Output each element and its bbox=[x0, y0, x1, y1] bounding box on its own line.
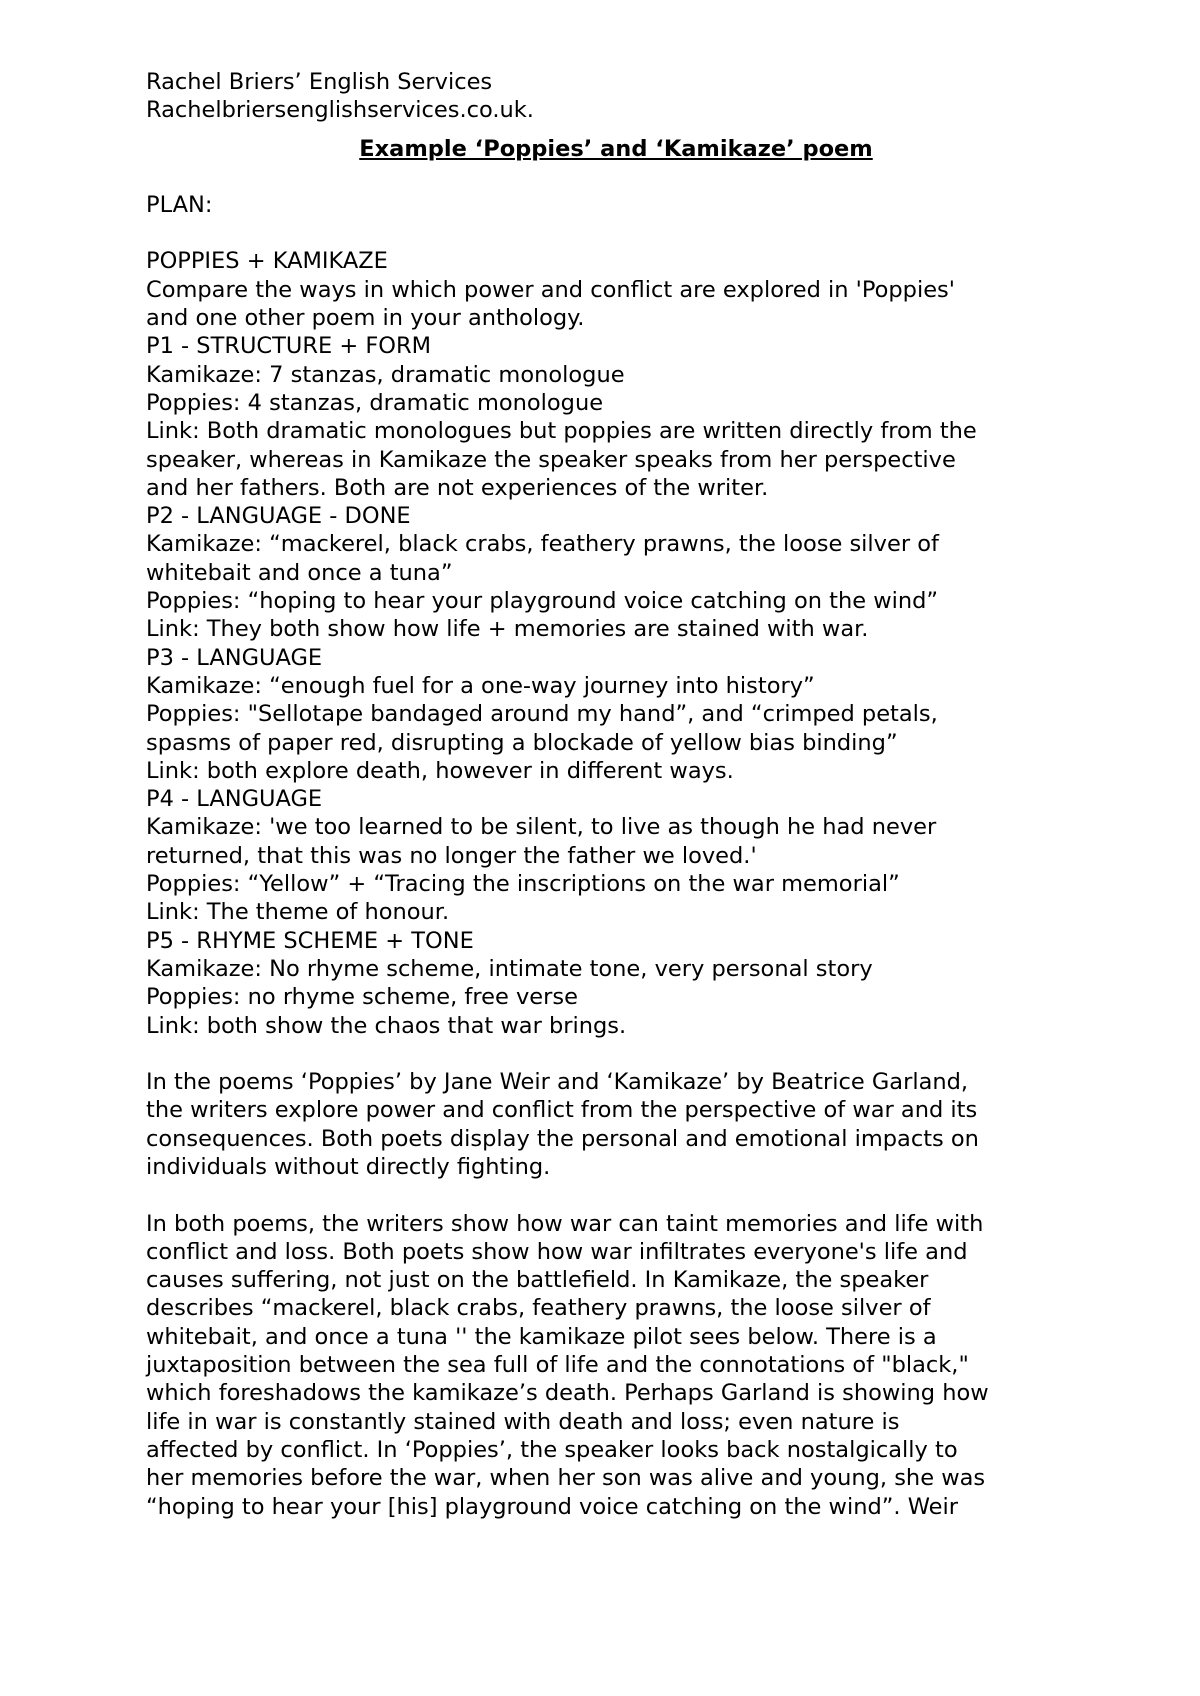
plan-line: and her fathers. Both are not experiences of the writer. bbox=[146, 474, 769, 501]
plan-line: P2 - LANGUAGE - DONE bbox=[146, 503, 411, 530]
plan-line: Poppies: 4 stanzas, dramatic monologue bbox=[146, 389, 604, 416]
website-address: Rachelbriersenglishservices.co.uk. bbox=[146, 97, 534, 124]
paragraph-line: causes suffering, not just on the battlefield. In Kamikaze, the speaker bbox=[146, 1267, 929, 1294]
document-title: Example ‘Poppies’ and ‘Kamikaze’ poem bbox=[359, 135, 873, 162]
paragraph-line: her memories before the war, when her son was alive and young, she was bbox=[146, 1465, 986, 1492]
document-page bbox=[146, 68, 1086, 1521]
plan-line: Link: both explore death, however in different ways. bbox=[146, 757, 734, 784]
plan-section bbox=[146, 247, 1086, 1039]
spacer bbox=[146, 1040, 1086, 1068]
plan-line: speaker, whereas in Kamikaze the speaker speaks from her perspective bbox=[146, 446, 956, 473]
plan-line: P5 - RHYME SCHEME + TONE bbox=[146, 927, 474, 954]
plan-line: and one other poem in your anthology. bbox=[146, 305, 585, 332]
plan-line: P1 - STRUCTURE + FORM bbox=[146, 333, 432, 360]
plan-line: Link: The theme of honour. bbox=[146, 899, 450, 926]
plan-line: Kamikaze: No rhyme scheme, intimate tone, very personal story bbox=[146, 955, 873, 982]
plan-line: Poppies: no rhyme scheme, free verse bbox=[146, 984, 578, 1011]
company-name: Rachel Briers’ English Services bbox=[146, 69, 493, 95]
spacer bbox=[146, 1181, 1086, 1209]
plan-line: P3 - LANGUAGE bbox=[146, 644, 323, 671]
plan-line: Link: They both show how life + memories are stained with war. bbox=[146, 616, 869, 643]
paragraph-line: In both poems, the writers show how war can taint memories and life with bbox=[146, 1210, 984, 1237]
paragraph-line: describes “mackerel, black crabs, feathery prawns, the loose silver of bbox=[146, 1295, 931, 1322]
paragraph-line: “hoping to hear your [his] playground voice catching on the wind”. Weir bbox=[146, 1493, 958, 1520]
paragraph-line: which foreshadows the kamikaze’s death. Perhaps Garland is showing how bbox=[146, 1380, 989, 1407]
paragraph-line: conflict and loss. Both poets show how war infiltrates everyone's life and bbox=[146, 1238, 968, 1265]
plan-line: POPPIES + KAMIKAZE bbox=[146, 248, 388, 275]
intro-paragraph bbox=[146, 1068, 1086, 1181]
plan-line: Kamikaze: “enough fuel for a one-way journey into history” bbox=[146, 672, 815, 699]
plan-line: Kamikaze: “mackerel, black crabs, feathery prawns, the loose silver of bbox=[146, 531, 939, 558]
plan-line: Kamikaze: 7 stanzas, dramatic monologue bbox=[146, 361, 625, 388]
plan-heading: PLAN: bbox=[146, 191, 213, 218]
plan-line: Kamikaze: 'we too learned to be silent, to live as though he had never bbox=[146, 814, 937, 841]
plan-line: whitebait and once a tuna” bbox=[146, 559, 453, 586]
plan-line: Link: both show the chaos that war brings. bbox=[146, 1012, 627, 1039]
plan-line: Poppies: "Sellotape bandaged around my hand”, and “crimped petals, bbox=[146, 701, 938, 728]
paragraph-line: whitebait, and once a tuna '' the kamikaze pilot sees below. There is a bbox=[146, 1323, 937, 1350]
plan-line: Compare the ways in which power and conflict are explored in 'Poppies' bbox=[146, 276, 955, 303]
paragraph-line: life in war is constantly stained with death and loss; even nature is bbox=[146, 1408, 900, 1435]
paragraph-line: consequences. Both poets display the personal and emotional impacts on bbox=[146, 1125, 979, 1152]
paragraph-line: the writers explore power and conflict from the perspective of war and its bbox=[146, 1097, 978, 1124]
plan-line: returned, that this was no longer the father we loved.' bbox=[146, 842, 757, 869]
paragraph-line: In the poems ‘Poppies’ by Jane Weir and ‘Kamikaze’ by Beatrice Garland, bbox=[146, 1069, 969, 1096]
plan-line: Poppies: “hoping to hear your playground voice catching on the wind” bbox=[146, 588, 939, 615]
spacer bbox=[146, 219, 1086, 247]
paragraph-line: affected by conflict. In ‘Poppies’, the speaker looks back nostalgically to bbox=[146, 1436, 958, 1463]
plan-line: Poppies: “Yellow” + “Tracing the inscriptions on the war memorial” bbox=[146, 871, 900, 898]
paragraph-line: juxtaposition between the sea full of life and the connotations of "black," bbox=[146, 1352, 969, 1379]
body-paragraph bbox=[146, 1210, 1086, 1521]
plan-line: P4 - LANGUAGE bbox=[146, 786, 323, 813]
plan-line: spasms of paper red, disrupting a blockade of yellow bias binding” bbox=[146, 729, 898, 756]
paragraph-line: individuals without directly fighting. bbox=[146, 1153, 551, 1180]
plan-line: Link: Both dramatic monologues but poppies are written directly from the bbox=[146, 418, 977, 445]
